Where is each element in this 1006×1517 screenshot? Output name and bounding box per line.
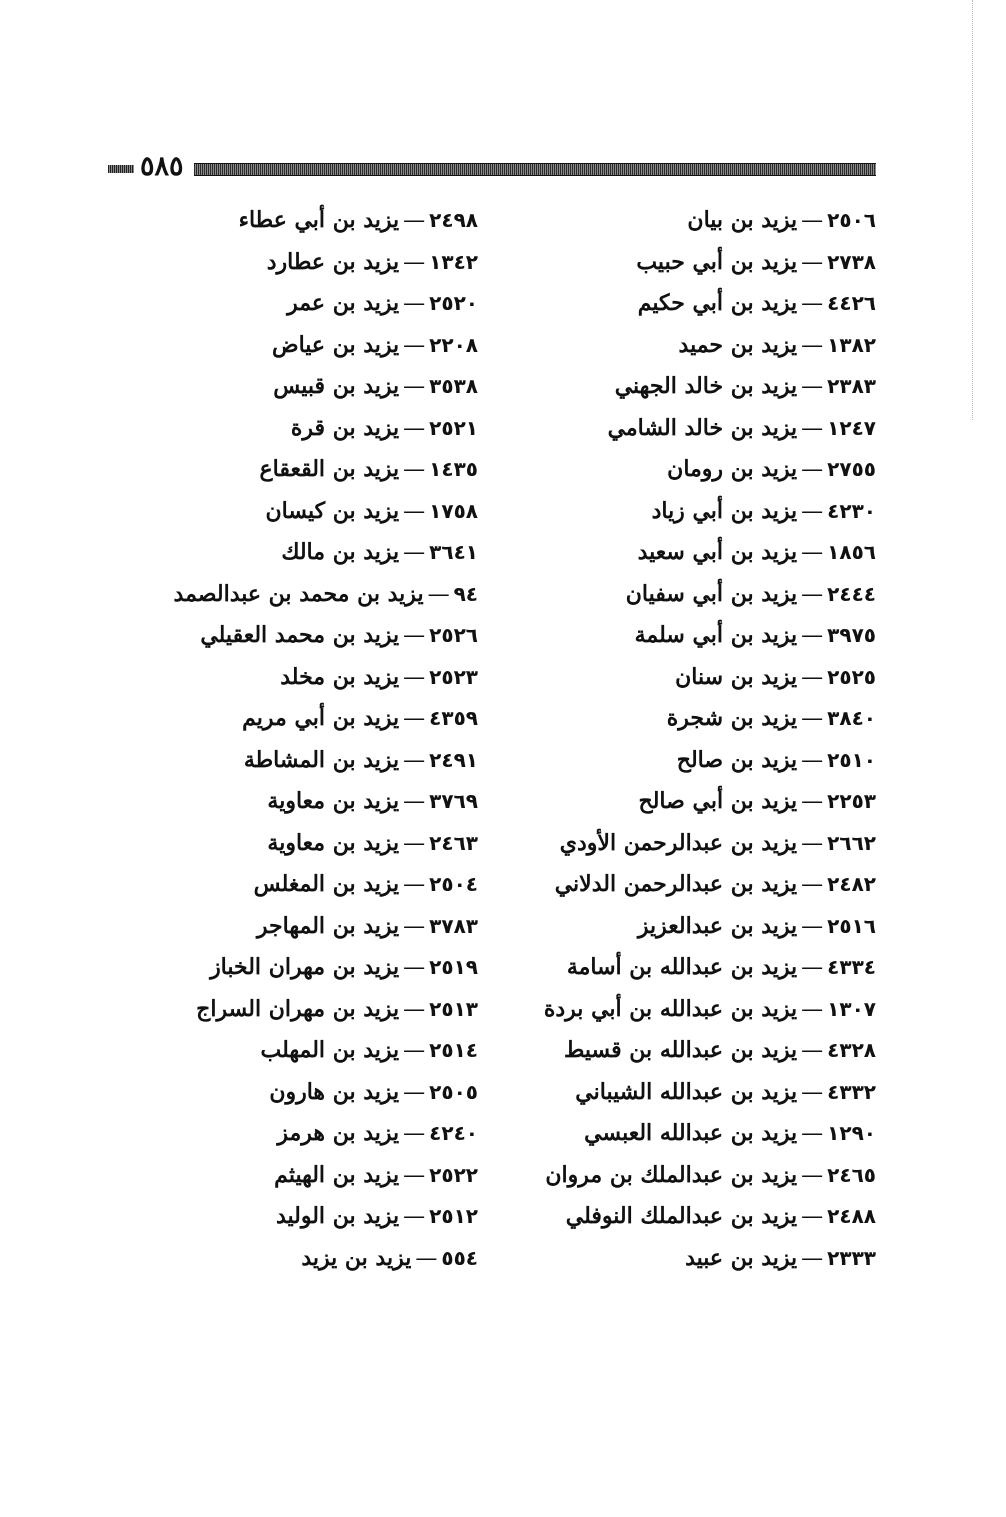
entry-dash: — (403, 996, 426, 1022)
index-entry (546, 408, 876, 450)
entry-dash: — (801, 830, 824, 856)
entry-dash: — (801, 291, 824, 316)
entry-number: ٢٥٢٥ (827, 664, 876, 689)
index-entry (148, 1238, 478, 1280)
entry-number: ١٣٤٢ (429, 249, 478, 274)
entry-dash: — (801, 913, 824, 939)
index-entry (148, 408, 478, 450)
index-entry (546, 574, 876, 616)
entry-dash: — (403, 1121, 426, 1146)
entry-number: ١٣٨٢ (827, 332, 876, 357)
entry-dash: — (403, 1038, 426, 1063)
entry-name: يزيد بن هرمز (277, 1120, 400, 1146)
index-entry (148, 449, 478, 491)
entry-dash: — (801, 1245, 824, 1271)
index-entry (148, 1196, 478, 1238)
index-entry (546, 615, 876, 657)
entry-name: يزيد بن عبدالله بن أبي بردة (543, 995, 798, 1022)
entry-dash: — (801, 457, 824, 482)
index-entry (543, 989, 876, 1031)
entry-name: يزيد بن عبدالرحمن الأودي (559, 829, 798, 856)
index-entry (546, 532, 876, 574)
entry-dash: — (403, 540, 426, 565)
entry-number: ٢٥١٢ (429, 1204, 478, 1228)
entry-dash: — (801, 664, 824, 690)
entry-name: يزيد بن عمر (287, 290, 400, 316)
index-entry (148, 864, 478, 906)
entry-name: يزيد بن المهلب (260, 1037, 400, 1063)
entry-number: ٢٧٥٥ (827, 457, 876, 481)
index-entry (148, 325, 478, 367)
entry-dash: — (801, 415, 824, 441)
entry-name: يزيد بن قرة (290, 414, 400, 441)
entry-name: يزيد بن المهاجر (256, 912, 400, 939)
entry-name: يزيد بن الهيثم (274, 1161, 400, 1188)
entry-dash: — (801, 498, 824, 524)
entry-dash: — (403, 955, 426, 980)
entry-number: ٤٤٢٦ (827, 291, 876, 315)
entry-name: يزيد بن أبي سفيان (625, 580, 798, 607)
index-entry (148, 615, 478, 657)
index-entry (546, 947, 876, 989)
index-entry (546, 657, 876, 699)
index-entry (546, 781, 876, 823)
entry-dash: — (403, 664, 426, 690)
index-entry (148, 1072, 478, 1114)
entry-number: ٩٤ (453, 581, 478, 606)
entry-dash: — (801, 208, 824, 233)
index-entry (546, 366, 876, 408)
entry-name: يزيد بن أبي سعيد (637, 539, 798, 565)
entry-number: ٢٥١٣ (429, 996, 478, 1021)
entry-name: يزيد بن عبدالله بن قسيط (563, 1037, 798, 1063)
entry-dash: — (801, 996, 824, 1022)
entry-number: ٢٢٥٣ (827, 789, 876, 813)
entry-number: ١٢٩٠ (827, 1121, 876, 1145)
index-entry (148, 366, 478, 408)
index-entry (148, 491, 478, 533)
entry-number: ٢٧٣٨ (827, 249, 876, 274)
entry-dash: — (403, 374, 426, 399)
index-entry (148, 989, 478, 1031)
entry-name: يزيد بن معاوية (267, 829, 400, 856)
entry-dash: — (427, 581, 450, 607)
entry-name: يزيد بن يزيد (301, 1244, 412, 1271)
entry-name: يزيد بن صالح (676, 746, 798, 773)
entry-dash: — (403, 457, 426, 482)
entry-name: يزيد بن المغلس (253, 871, 400, 897)
index-entry (546, 242, 876, 284)
entry-number: ٢٥٢٦ (429, 623, 478, 647)
entry-number: ٢٥٠٦ (827, 208, 876, 232)
entry-dash: — (403, 830, 426, 856)
entry-name: يزيد بن هارون (269, 1078, 400, 1105)
index-entry (546, 864, 876, 906)
entry-name: يزيد بن عياض (271, 331, 400, 358)
entry-dash: — (403, 789, 426, 814)
entry-name: يزيد بن بيان (687, 207, 798, 233)
entry-dash: — (403, 332, 426, 358)
index-entry (148, 823, 478, 865)
entry-dash: — (801, 1121, 824, 1146)
entry-dash: — (403, 249, 426, 275)
entry-number: ٣٧٦٩ (429, 789, 478, 813)
index-entry (546, 1030, 876, 1072)
entry-name: يزيد بن عبدالملك بن مروان (545, 1161, 798, 1188)
entry-number: ٤٢٤٠ (429, 1121, 478, 1145)
entry-number: ١٨٥٦ (827, 540, 876, 564)
entry-number: ٣٦٤١ (429, 540, 478, 564)
entry-number: ١٣٠٧ (827, 996, 876, 1021)
index-entry (546, 449, 876, 491)
entry-number: ٢٥١٤ (429, 1038, 478, 1062)
entry-number: ٢٣٨٣ (827, 374, 876, 398)
entry-name: يزيد بن عبدالله العبسي (584, 1120, 798, 1146)
entry-dash: — (801, 540, 824, 565)
entry-dash: — (403, 706, 426, 731)
entry-name: يزيد بن رومان (667, 456, 798, 482)
header-rule (194, 163, 876, 176)
entry-number: ١٤٣٥ (429, 457, 478, 481)
entry-name: يزيد بن أبي صالح (638, 788, 798, 814)
entry-dash: — (403, 291, 426, 316)
header-ornament (108, 165, 134, 173)
entry-number: ٤٣٢٨ (827, 1038, 876, 1062)
entry-number: ٢٦٦٢ (827, 830, 876, 855)
entry-number: ٤٣٣٤ (827, 955, 876, 979)
index-entry (546, 1113, 876, 1155)
entry-name: يزيد بن عطارد (266, 248, 400, 275)
entry-number: ٤٣٣٢ (827, 1079, 876, 1104)
entry-number: ١٢٤٧ (827, 415, 876, 440)
entry-name: يزيد بن كيسان (265, 497, 400, 524)
entry-dash: — (403, 872, 426, 897)
entry-dash: — (801, 581, 824, 607)
entry-number: ٢٥١٦ (827, 913, 876, 938)
index-entry (148, 657, 478, 699)
entry-name: يزيد بن مخلد (280, 663, 400, 690)
index-entry (148, 200, 478, 242)
entry-dash: — (801, 249, 824, 275)
entry-name: يزيد بن عبدالله بن أسامة (566, 954, 798, 980)
entry-number: ٢٤٨٢ (827, 872, 876, 896)
entry-dash: — (415, 1245, 438, 1271)
entry-dash: — (403, 1079, 426, 1105)
entry-name: يزيد بن عبدالرحمن الدلاني (554, 871, 798, 897)
index-entry (148, 242, 478, 284)
entry-number: ٢٥٢٣ (429, 664, 478, 689)
index-entry (148, 283, 478, 325)
page-edge-line (972, 0, 973, 420)
entry-dash: — (801, 747, 824, 773)
entry-name: يزيد بن عبدالملك النوفلي (565, 1203, 798, 1229)
page-header (108, 151, 876, 182)
index-entry (546, 906, 876, 948)
entry-dash: — (801, 872, 824, 897)
entry-dash: — (403, 1204, 426, 1229)
entry-number: ٣٨٤٠ (827, 706, 876, 730)
index-entry (148, 532, 478, 574)
entry-name: يزيد بن عبيد (685, 1244, 798, 1271)
entry-number: ٣٩٧٥ (827, 623, 876, 647)
index-entry (148, 698, 478, 740)
entry-name: يزيد بن القعقاع (259, 456, 400, 482)
entry-number: ٢٥١٠ (827, 747, 876, 772)
entry-name: يزيد بن المشاطة (243, 746, 400, 773)
entry-number: ٢٤٨٨ (827, 1204, 876, 1228)
index-column-right (543, 200, 876, 1279)
entry-number: ٢٤٦٣ (429, 830, 478, 855)
entry-name: يزيد بن الوليد (275, 1203, 400, 1229)
index-entry (546, 1238, 876, 1280)
entry-name: يزيد بن عبدالله الشيباني (575, 1078, 798, 1105)
entry-dash: — (801, 623, 824, 648)
entry-name: يزيد بن شجرة (666, 705, 798, 731)
entry-dash: — (403, 208, 426, 233)
index-entry (546, 325, 876, 367)
entry-name: يزيد بن عبدالعزيز (637, 912, 798, 939)
index-entry (148, 947, 478, 989)
entry-dash: — (801, 706, 824, 731)
entry-name: يزيد بن خالد الجهني (614, 373, 798, 399)
entry-name: يزيد بن سنان (675, 663, 798, 690)
index-entry (148, 1113, 478, 1155)
entry-number: ٢٤٦٥ (827, 1162, 876, 1187)
entry-dash: — (403, 1162, 426, 1188)
entry-dash: — (801, 1162, 824, 1188)
entry-number: ٢٥١٩ (429, 955, 478, 979)
entry-dash: — (801, 374, 824, 399)
entry-name: يزيد بن مالك (281, 539, 400, 565)
entry-name: يزيد بن حميد (678, 331, 798, 358)
entry-dash: — (801, 955, 824, 980)
entry-dash: — (801, 1204, 824, 1229)
entry-dash: — (801, 1079, 824, 1105)
entry-number: ٢٤٩١ (429, 747, 478, 772)
entry-name: يزيد بن محمد بن عبدالصمد (173, 580, 424, 607)
entry-number: ٢٥٢٠ (429, 291, 478, 315)
entry-name: يزيد بن أبي مريم (242, 705, 400, 731)
entry-name: يزيد بن مهران السراج (196, 995, 400, 1022)
entry-dash: — (403, 623, 426, 648)
entry-number: ٢٣٣٣ (827, 1245, 876, 1270)
entry-number: ٥٥٤ (441, 1245, 478, 1270)
entry-number: ٤٢٣٠ (827, 498, 876, 523)
entry-number: ٢٤٩٨ (429, 208, 478, 232)
index-entry (148, 1030, 478, 1072)
entry-number: ٢٥٠٥ (429, 1079, 478, 1104)
page-number: ٥٨٥ (140, 151, 184, 182)
entry-number: ٤٣٥٩ (429, 706, 478, 730)
entry-number: ١٧٥٨ (429, 498, 478, 523)
index-entry (546, 1155, 876, 1197)
entry-number: ٢٥٢١ (429, 415, 478, 440)
entry-dash: — (403, 913, 426, 939)
index-entry (148, 574, 478, 616)
entry-name: يزيد بن أبي عطاء (238, 207, 400, 233)
index-entry (148, 906, 478, 948)
entry-name: يزيد بن قبيس (273, 373, 400, 399)
index-entry (546, 283, 876, 325)
index-entry (546, 698, 876, 740)
entry-name: يزيد بن أبي سلمة (634, 622, 798, 648)
entry-number: ٢٥٢٢ (429, 1162, 478, 1187)
index-entry (546, 740, 876, 782)
entry-name: يزيد بن محمد العقيلي (200, 622, 400, 648)
index-entry (546, 200, 876, 242)
index-entry (148, 740, 478, 782)
entry-number: ٣٥٣٨ (429, 374, 478, 398)
entry-dash: — (403, 498, 426, 524)
entry-name: يزيد بن أبي زياد (651, 497, 798, 524)
entry-name: يزيد بن أبي حبيب (636, 248, 798, 275)
index-entry (546, 491, 876, 533)
entry-number: ٢٢٠٨ (429, 332, 478, 357)
index-entry (148, 781, 478, 823)
entry-name: يزيد بن مهران الخباز (210, 954, 400, 980)
index-entry (148, 1155, 478, 1197)
index-entry (546, 1196, 876, 1238)
entry-name: يزيد بن أبي حكيم (637, 290, 798, 316)
entry-dash: — (403, 747, 426, 773)
entry-dash: — (801, 1038, 824, 1063)
entry-number: ٣٧٨٣ (429, 913, 478, 938)
entry-dash: — (801, 789, 824, 814)
entry-name: يزيد بن معاوية (267, 788, 400, 814)
entry-number: ٢٥٠٤ (429, 872, 478, 896)
index-entry (546, 823, 876, 865)
entry-dash: — (801, 332, 824, 358)
entry-number: ٢٤٤٤ (827, 581, 876, 606)
index-column-left (148, 200, 478, 1279)
index-entry (546, 1072, 876, 1114)
entry-dash: — (403, 415, 426, 441)
entry-name: يزيد بن خالد الشامي (607, 414, 798, 441)
